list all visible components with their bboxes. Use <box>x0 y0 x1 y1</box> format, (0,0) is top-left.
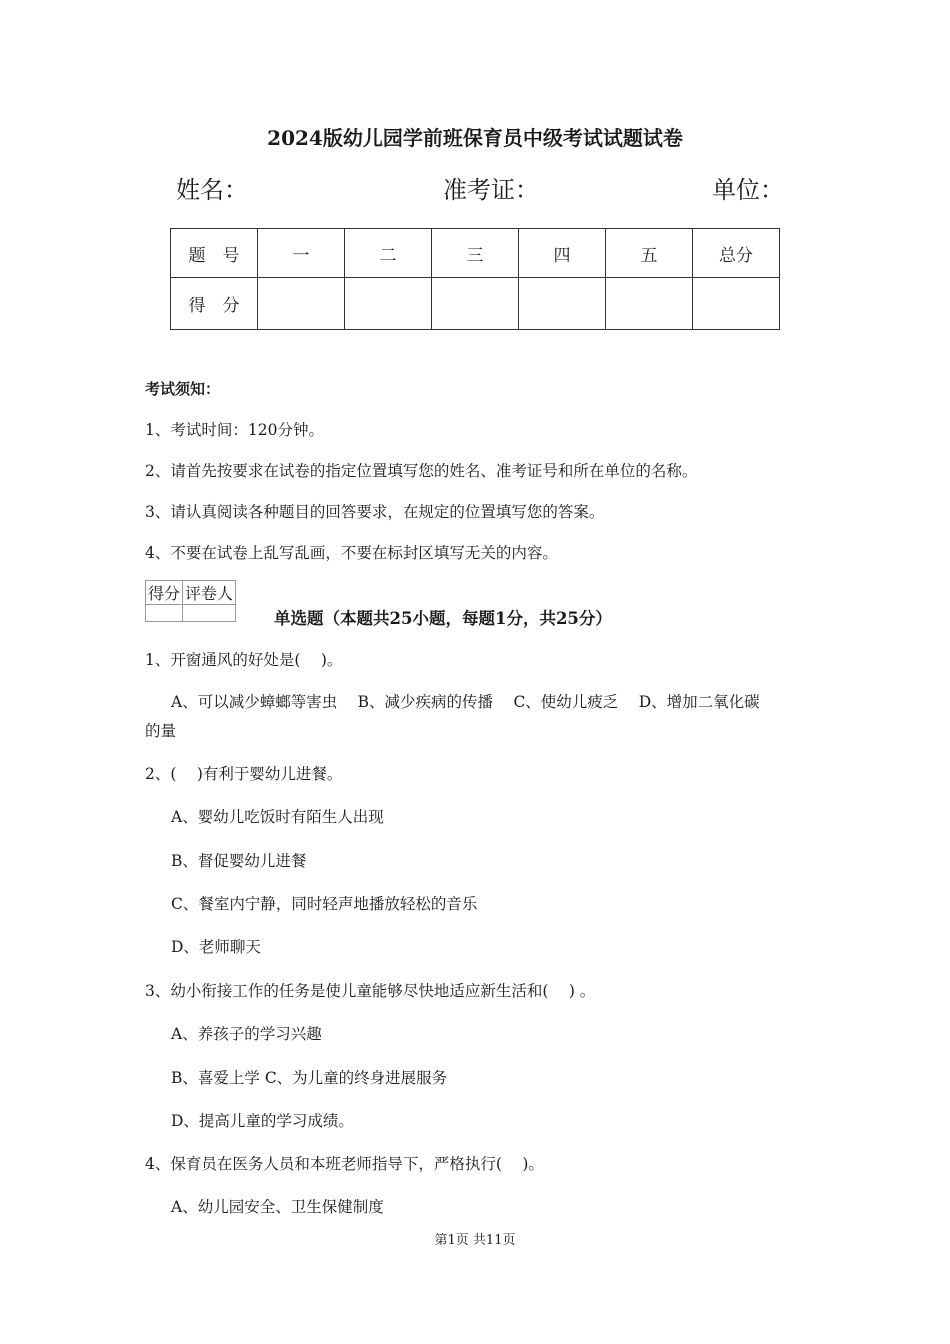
exam-id-field-label: 准考证： <box>443 176 539 204</box>
option-d: D、提高儿童的学习成绩。 <box>171 1112 354 1130</box>
notice-item: 1、考试时间：120分钟。 <box>145 421 324 439</box>
grader-name-label: 评卷人 <box>183 581 236 605</box>
notice-item: 4、不要在试卷上乱写乱画，不要在标封区填写无关的内容。 <box>145 544 558 562</box>
column-2: 二 <box>345 229 432 278</box>
question-number-label: 题 号 <box>171 229 258 278</box>
grader-score-label: 得分 <box>146 581 183 605</box>
option-c: C、餐室内宁静，同时轻声地播放轻松的音乐 <box>171 895 478 913</box>
grader-score-cell[interactable] <box>146 605 183 622</box>
name-field-label: 姓名： <box>176 176 248 204</box>
page-title: 2024版幼儿园学前班保育员中级考试试题试卷 <box>267 126 683 150</box>
option-b: B、督促婴幼儿进餐 <box>171 852 307 870</box>
notice-heading: 考试须知： <box>145 380 221 398</box>
option-b-c: B、喜爱上学 C、为儿童的终身进展服务 <box>171 1069 448 1087</box>
page-footer: 第1页 共11页 <box>434 1233 516 1248</box>
score-table-header-row <box>171 229 780 278</box>
question-stem: 1、开窗通风的好处是( )。 <box>145 651 343 669</box>
question-options: A、可以减少蟑螂等害虫 B、减少疾病的传播 C、使幼儿疲乏 D、增加二氧化碳 <box>171 693 760 711</box>
notice-item: 2、请首先按要求在试卷的指定位置填写您的姓名、准考证号和所在单位的名称。 <box>145 462 698 480</box>
score-cell-2[interactable] <box>345 278 432 330</box>
section-title: 单选题（本题共25小题，每题1分，共25分） <box>274 609 612 628</box>
score-cell-1[interactable] <box>258 278 345 330</box>
question-stem: 2、( )有利于婴幼儿进餐。 <box>145 765 343 783</box>
score-cell-3[interactable] <box>432 278 519 330</box>
score-cell-5[interactable] <box>606 278 693 330</box>
score-label: 得 分 <box>171 278 258 330</box>
column-4: 四 <box>519 229 606 278</box>
column-1: 一 <box>258 229 345 278</box>
column-5: 五 <box>606 229 693 278</box>
question-options-continued: 的量 <box>145 722 177 740</box>
column-3: 三 <box>432 229 519 278</box>
score-table-score-row <box>171 278 780 330</box>
grader-name-cell[interactable] <box>183 605 236 622</box>
option-a: A、幼儿园安全、卫生保健制度 <box>171 1198 384 1216</box>
score-cell-total[interactable] <box>693 278 780 330</box>
question-stem: 3、幼小衔接工作的任务是使儿童能够尽快地适应新生活和( ) 。 <box>145 982 596 1000</box>
column-total: 总分 <box>693 229 780 278</box>
option-d: D、老师聊天 <box>171 938 261 956</box>
option-a: A、婴幼儿吃饭时有陌生人出现 <box>171 808 384 826</box>
question-stem: 4、保育员在医务人员和本班老师指导下，严格执行( )。 <box>145 1155 544 1173</box>
notice-item: 3、请认真阅读各种题目的回答要求，在规定的位置填写您的答案。 <box>145 503 605 521</box>
unit-field-label: 单位： <box>712 176 784 204</box>
score-cell-4[interactable] <box>519 278 606 330</box>
option-a: A、养孩子的学习兴趣 <box>171 1025 322 1043</box>
grader-box <box>145 580 236 622</box>
score-table <box>170 228 780 330</box>
